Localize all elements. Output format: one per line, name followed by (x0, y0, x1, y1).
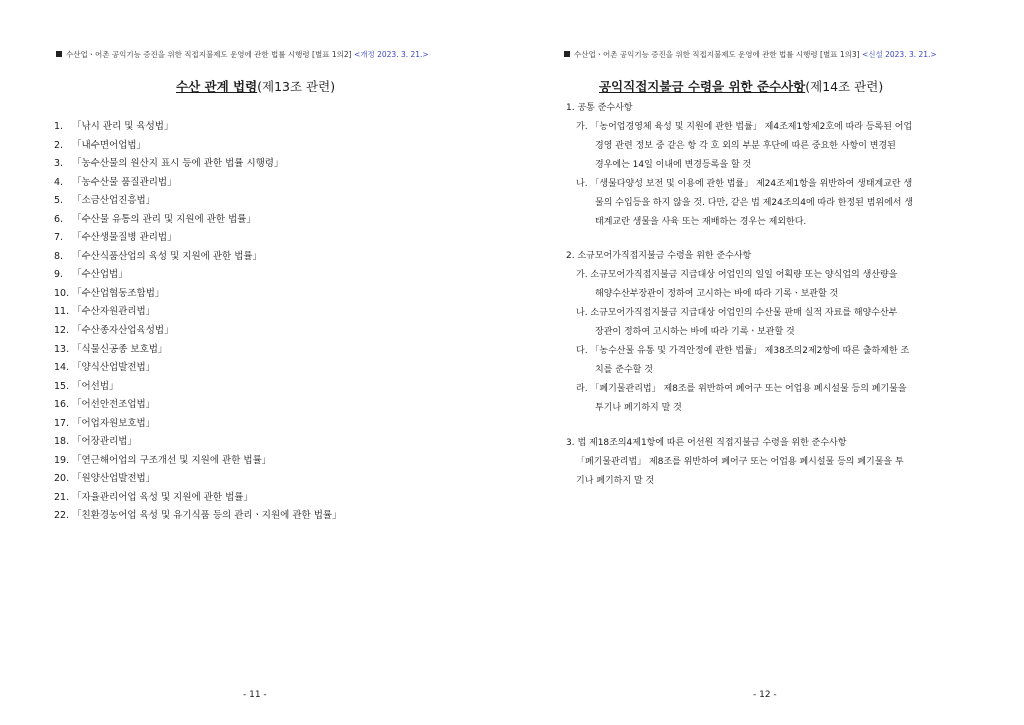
header-revision-note: <개정 2023. 3. 21.> (353, 50, 429, 59)
list-item-text: 「수산자원관리법」 (72, 306, 156, 318)
list-item-number: 15. (54, 380, 70, 392)
header-text: 수산업ㆍ어촌 공익기능 증진을 위한 직접지불제도 운영에 관한 법률 시행령 [별표 1의2] (66, 50, 354, 59)
title-main: 공익직접지불금 수령을 위한 준수사항 (599, 79, 806, 94)
list-item-number: 8. (54, 250, 64, 262)
list-item-number: 14. (54, 362, 70, 374)
item-line: 장관이 정하여 고시하는 바에 따라 기록ㆍ보관할 것 (595, 327, 795, 337)
list-item-text: 「식물신공종 보호법」 (72, 343, 168, 355)
title-sub: (제14조 관련) (805, 79, 884, 94)
page-title (176, 77, 335, 95)
list-item-text: 「소금산업진흥법」 (72, 195, 156, 207)
list-item (54, 378, 342, 397)
header-revision-note: <신설 2023. 3. 21.> (861, 50, 937, 59)
item-line: 경우에는 14일 이내에 변경등록을 할 것 (595, 160, 752, 170)
list-item-text: 「친환경농어업 육성 및 유기식품 등의 관리ㆍ지원에 관한 법률」 (72, 510, 342, 522)
list-item (54, 192, 342, 211)
list-item-text: 「어선안전조업법」 (72, 399, 156, 411)
list-item (54, 174, 342, 193)
list-item-number: 2. (54, 139, 64, 151)
list-item-number: 5. (54, 195, 64, 207)
item-line: 치를 준수할 것 (595, 365, 653, 375)
list-item-number: 10. (54, 287, 70, 299)
list-item (54, 359, 342, 378)
item-line: 라. 「폐기물관리법」 제8조를 위반하여 폐어구 또는 어업용 폐시설물 등의 폐기물을 (576, 384, 907, 394)
list-item-number: 9. (54, 269, 64, 281)
body-line: 기나 폐기하지 말 것 (576, 476, 655, 486)
header-text: 수산업ㆍ어촌 공익기능 증진을 위한 직접지불제도 운영에 관한 법률 시행령 [별표 1의3] (574, 50, 862, 59)
list-item-number: 11. (54, 306, 70, 318)
page-number: - 12 - (753, 690, 777, 700)
list-item-text: 「수산업법」 (72, 269, 128, 281)
list-item-text: 「내수면어업법」 (72, 139, 147, 151)
page-header (564, 49, 937, 60)
list-item-text: 「수산생물질병 관리법」 (72, 232, 177, 244)
body-line: 「폐기물관리법」 제8조를 위반하여 폐어구 또는 어업용 폐시설물 등의 폐기물을 투 (576, 457, 904, 467)
section-3 (566, 434, 904, 491)
item-line: 나. 「생물다양성 보전 및 이용에 관한 법률」 제24조제1항을 위반하여 생태계교란 생 (576, 179, 913, 189)
item-line: 투기나 폐기하지 말 것 (595, 403, 682, 413)
page-right (512, 0, 1024, 725)
item-line: 가. 「농어업경영체 육성 및 지원에 관한 법률」 제4조제1항제2호에 따라 등록된 어업 (576, 122, 913, 132)
list-item (54, 470, 342, 489)
law-list (54, 118, 342, 526)
list-item-text: 「농수산물의 원산지 표시 등에 관한 법률 시행령」 (72, 158, 284, 170)
list-item-number: 13. (54, 343, 70, 355)
list-item-text: 「어선법」 (72, 380, 119, 392)
list-item (54, 303, 342, 322)
list-item (54, 415, 342, 434)
title-sub: (제13조 관련) (257, 79, 336, 94)
list-item-text: 「원양산업발전법」 (72, 473, 156, 485)
section-heading: 2. 소규모어가직접지불금 수령을 위한 준수사항 (566, 251, 752, 261)
list-item-number: 20. (54, 473, 70, 485)
list-item-text: 「어장관리법」 (72, 436, 137, 448)
title-main: 수산 관계 법령 (176, 79, 258, 94)
list-item-number: 12. (54, 325, 70, 337)
list-item (54, 248, 342, 267)
item-line: 나. 소규모어가직접지불금 지급대상 어업인의 수산물 판매 실적 자료를 해양수산부 (576, 308, 898, 318)
list-item (54, 433, 342, 452)
list-item-text: 「자율관리어업 육성 및 지원에 관한 법률」 (72, 491, 253, 503)
list-item-number: 1. (54, 121, 64, 132)
list-item-number: 4. (54, 176, 64, 188)
list-item-text: 「수산업협동조합법」 (72, 287, 165, 299)
item-line: 태계교란 생물을 사육 또는 재배하는 경우는 제외한다. (595, 217, 807, 227)
list-item-number: 17. (54, 417, 70, 429)
list-item-text: 「낚시 관리 및 육성법」 (72, 121, 174, 132)
list-item-number: 18. (54, 436, 70, 448)
section-heading: 3. 법 제18조의4제1항에 따른 어선원 직접지불금 수령을 위한 준수사항 (566, 438, 847, 448)
list-item (54, 341, 342, 360)
page-number: - 11 - (243, 690, 267, 700)
page-header (56, 49, 429, 60)
square-bullet-icon (56, 51, 62, 57)
section-heading: 1. 공통 준수사항 (566, 103, 633, 113)
list-item-number: 19. (54, 454, 70, 466)
square-bullet-icon (564, 51, 570, 57)
list-item-text: 「어업자원보호법」 (72, 417, 156, 429)
page-title (599, 77, 883, 95)
list-item (54, 155, 342, 174)
list-item-number: 7. (54, 232, 64, 244)
list-item (54, 229, 342, 248)
list-item (54, 137, 342, 156)
list-item-number: 22. (54, 510, 70, 522)
list-item (54, 285, 342, 304)
list-item-text: 「연근해어업의 구조개선 및 지원에 관한 법률」 (72, 454, 272, 466)
item-line: 경영 관련 정보 중 같은 항 각 호 외의 부분 후단에 따른 중요한 사항이 변경된 (595, 141, 896, 151)
item-line: 해양수산부장관이 정하여 고시하는 바에 따라 기록ㆍ보관할 것 (595, 289, 839, 299)
list-item (54, 507, 342, 526)
list-item-number: 6. (54, 213, 64, 225)
list-item-number: 21. (54, 491, 70, 503)
list-item (54, 118, 342, 137)
list-item-text: 「수산종자산업육성법」 (72, 325, 174, 337)
list-item (54, 211, 342, 230)
list-item-number: 16. (54, 399, 70, 411)
list-item (54, 452, 342, 471)
section-1 (566, 99, 913, 232)
list-item (54, 489, 342, 508)
list-item-number: 3. (54, 158, 64, 170)
list-item-text: 「수산식품산업의 육성 및 지원에 관한 법률」 (72, 250, 263, 262)
item-line: 가. 소규모어가직접지불금 지급대상 어업인의 일일 어획량 또는 양식업의 생산량을 (576, 270, 898, 280)
section-2 (566, 247, 909, 418)
list-item (54, 266, 342, 285)
list-item (54, 396, 342, 415)
list-item-text: 「농수산물 품질관리법」 (72, 176, 177, 188)
item-line: 물의 수입등을 하지 않을 것. 다만, 같은 법 제24조의4에 따라 한정된 범위에서 생 (595, 198, 914, 208)
list-item-text: 「양식산업발전법」 (72, 362, 156, 374)
item-line: 다. 「농수산물 유통 및 가격안정에 관한 법률」 제38조의2제2항에 따른 출하제한 조 (576, 346, 910, 356)
list-item (54, 322, 342, 341)
list-item-text: 「수산물 유통의 관리 및 지원에 관한 법률」 (72, 213, 256, 225)
